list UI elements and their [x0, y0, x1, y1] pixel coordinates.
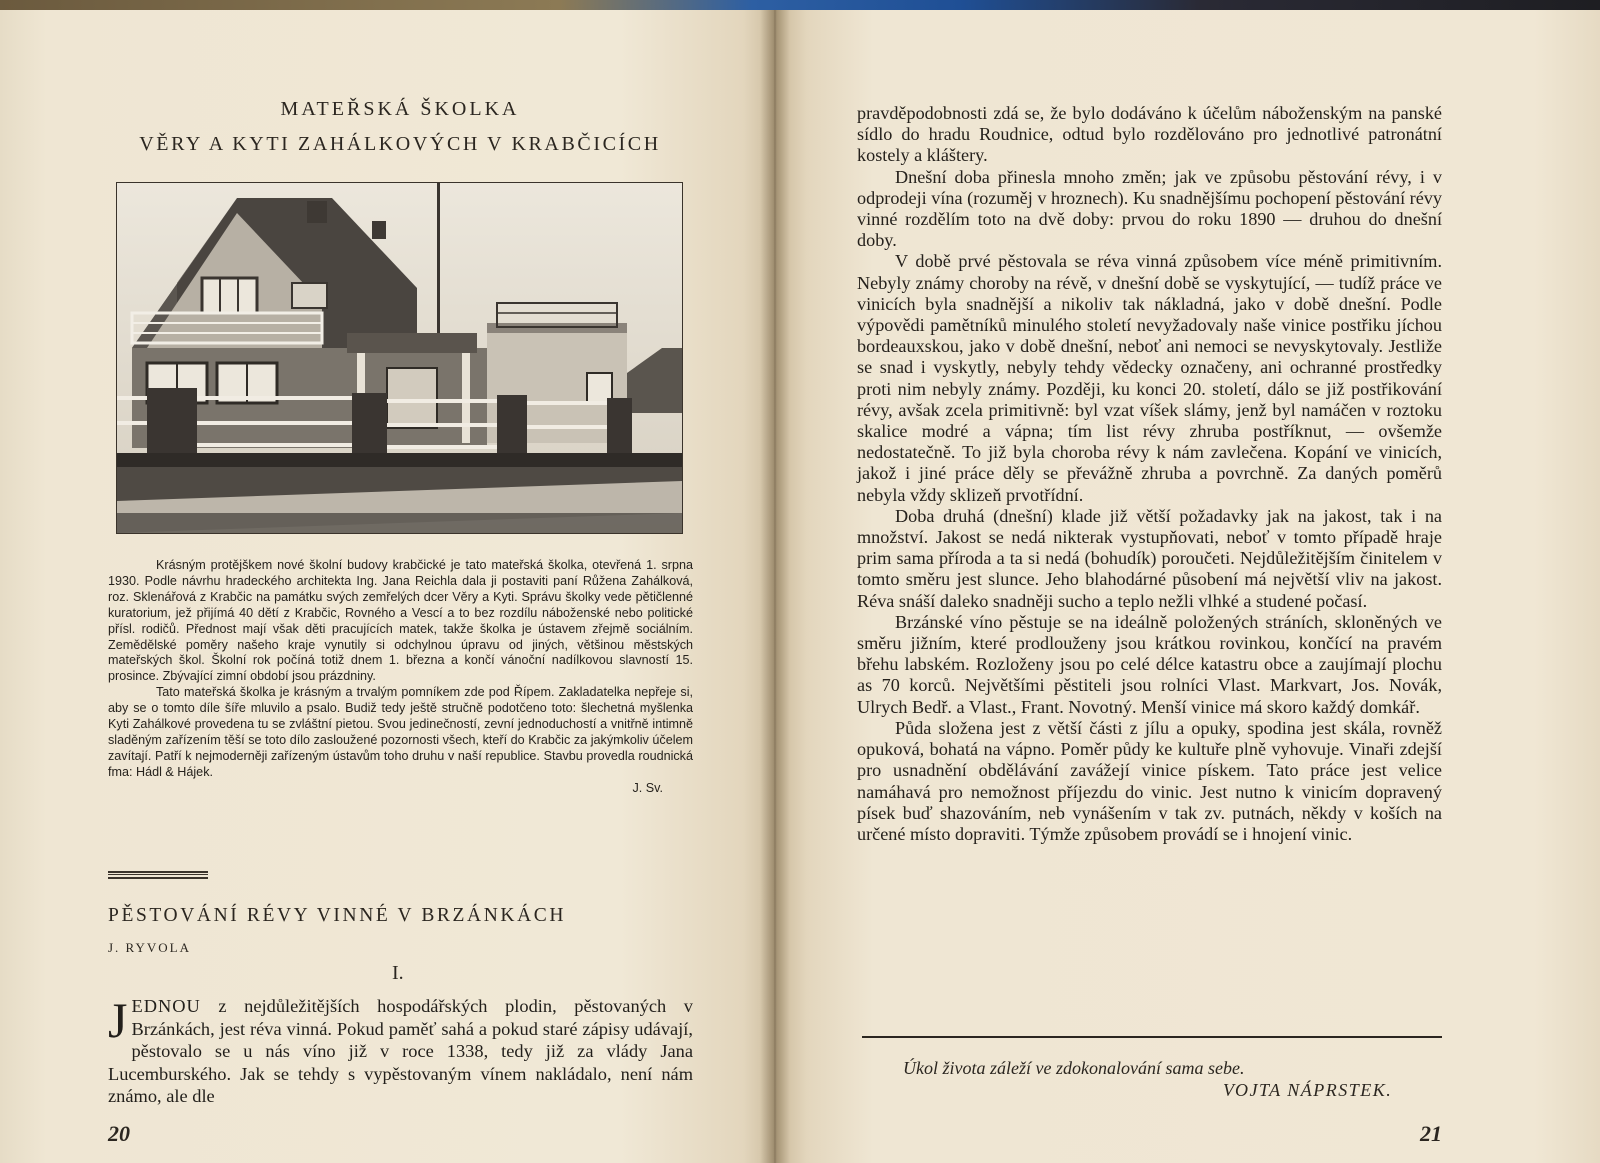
article-title-line1: MATEŘSKÁ ŠKOLKA [280, 98, 520, 120]
caption-paragraph-1: Krásným protějškem nové školní budovy krabčické je tato mateřská školka, otevřená 1. srpna 1930. Podle návrhu hradeckého architekta Ing. Jana Reichla dala ji postaviti paní Růžena Zahálková, roz. Sklenářová z Krabčic na památku svých zemřelých dcer Věry a Kyti. Správu školky vede pětičlenné kuratorium, jež přijímá 40 dětí z Krabčic, Rovného a Vescí a to bez rozdílu náboženské nebo politické přísl. rodičů. Přednost mají však děti pracujících matek, takže školka je ústavem zřejmě sociálním. Zemědělské poměry našeho kraje vynutily si odchylnou úpravu od jiných, většinou městských mateřských škol. Školní rok počíná totiž dnem 1. března a končí vánoční nadílkovou slavností 15. prosince. Zbývající zimní období jsou prázdniny. [108, 558, 693, 684]
paragraph-1: pravděpodobnosti zdá se, že bylo dodáváno k účelům náboženským na panské sídlo do hradu Roudnice, odtud bylo rozdělováno pro jednotlivé patronátní kostely a kláštery. [857, 103, 1442, 166]
article-body-left [108, 992, 693, 1108]
section-divider [108, 871, 208, 879]
house-illustration [117, 183, 682, 533]
quote-author: VOJTA NÁPRSTEK. [1223, 1080, 1393, 1100]
article-title-line2: VĚRY A KYTI ZAHÁLKOVÝCH V KRABČICÍCH [139, 133, 661, 155]
article-author: J. RYVOLA [108, 940, 192, 955]
caption-signature: J. Sv. [632, 780, 663, 795]
page-number-right: 21 [1420, 1121, 1442, 1146]
body-text: z nejdůležitějších hospodářských plodin, pěstovaných v Brzánkách, jest réva vinná. Pokud paměť sahá a pokud staré zápisy udávají, pěstovalo se u nás víno již v roce 1338, tedy již za vlády Jana Lucemburského. Jak se tehdy s vypěstovaným vínem nakládalo, není nám známo, ale dle [108, 996, 693, 1106]
page-number-left: 20 [108, 1121, 130, 1146]
quote-text: Úkol života záleží ve zdokonalování sama sebe. [903, 1058, 1245, 1078]
first-word: EDNOU [131, 996, 201, 1016]
paragraph-6: Půda složena jest z větší části z jílu a opuky, spodina jest skála, rovněž opuková, bohatá na vápno. Poměr půdy ke kultuře plně vyhovuje. Vinaři zdejší pro usnadnění obdělávání zavážejí vinice pískem. Tato práce jest velice namáhavá pro nemožnost příjezdu do vinic. Jest nutno k vinicím dopravený písek buď shazováním, neb vynášením v tak zv. putnách, někdy v koších na určené místo dopraviti. Týmže způsobem provádí se i hnojení vinic. [857, 717, 1442, 844]
caption-paragraph-2: Tato mateřská školka je krásným a trvalým pomníkem zde pod Řípem. Zakladatelka nepřeje si, aby se o tomto díle šíře mluvilo a psalo. Budiž tedy ještě stručně podotčeno toto: šlechetná myšlenka Kyti Zahálkové provedena tu se zvláštní pietou. Svou jedinečností, zevní jednoduchostí a vnitřně intimně sladěným zařízením těší se toto dílo zasloužené pozornosti všech, kteří do Krabčic za jakýmkoliv účelem zavítají. Patří k nejmoderněji zařízeným ústavům toho druhu v naší republice. Stavbu provedla roudnická fma: Hádl & Hájek. [108, 685, 693, 779]
paragraph-4: Doba druhá (dnešní) klade již větší požadavky jak na jakost, tak i na množství. Jakost se nedá nikterak vystupňovati, neboť v tomto případě hraje prim sama příroda a ta si nedá (bohudík) poroučeti. Nejdůležitějším činitelem v tomto směru jest slunce. Jeho blahodárné působení má největší vliv na jakost. Réva snáší daleko snadněji sucho a teplo nežli vlhké a studené počasí. [857, 505, 1442, 611]
quote-divider [862, 1036, 1442, 1038]
book-gutter [760, 10, 790, 1163]
paragraph-5: Brzánské víno pěstuje se na ideálně položených stráních, skloněných ve směru jižním, které prodlouženy jsou krátkou rovinkou, končící na pravém břehu labském. Rozloženy jsou po celé délce katastru obce a zaujímají plochu as 70 korců. Největšími pěstiteli jsou rolníci Vlast. Markvart, Jos. Novák, Ulrych Bedř. a Vlast., Frant. Novotný. Menší vinice má skoro každý domkář. [857, 611, 1442, 717]
drop-cap: J [108, 992, 128, 1048]
section-heading: PĚSTOVÁNÍ RÉVY VINNÉ V BRZÁNKÁCH [108, 905, 567, 926]
kindergarten-photo [116, 182, 683, 534]
article-body-right [857, 103, 1442, 845]
section-number: I. [392, 962, 404, 984]
paragraph-3: V době prvé pěstovala se réva vinná způsobem více méně primitivním. Nebyly známy choroby na révě, v dnešní době se vyskytující, — tudíž práce ve vinicích byla snadnější a nikoliv tak nákladná, jako v době dnešní. Podle výpovědi pamětníků minulého století nevyžadovaly naše vinice postřiku jíchou bordeauxskou, jako v době dnešní, neboť ani nemoci se nevyskytovaly. Jestliže se snad i vyskytly, nebyly tehdy vědecky označeny, ani ochranné prostředky proti nim nebyly známy. Později, ku konci 20. století, dálo se již postřikování révy, avšak zcela primitivně: byl vzat víšek slámy, jenž byl namáčen v roztoku skalice modré a vápna; tím list révy zhruba postříknut, — ovšemže nedostatečně. To již byla choroba révy k nám zavlečena. Kopání ve vinicích, jakož i jiné práce děly se převážně zhruba a povrchně. Za daných poměrů nebyla vždy sklizeň prvotřídní. [857, 251, 1442, 505]
photo-caption [108, 558, 693, 797]
paragraph-2: Dnešní doba přinesla mnoho změn; jak ve způsobu pěstování révy, i v odprodeji vína (rozuměj v hroznech). Ku snadnějšímu pochopení pěstování révy vinné rozdělím toto na dvě doby: prvou do roku 1890 — druhou do dnešní doby. [857, 166, 1442, 251]
